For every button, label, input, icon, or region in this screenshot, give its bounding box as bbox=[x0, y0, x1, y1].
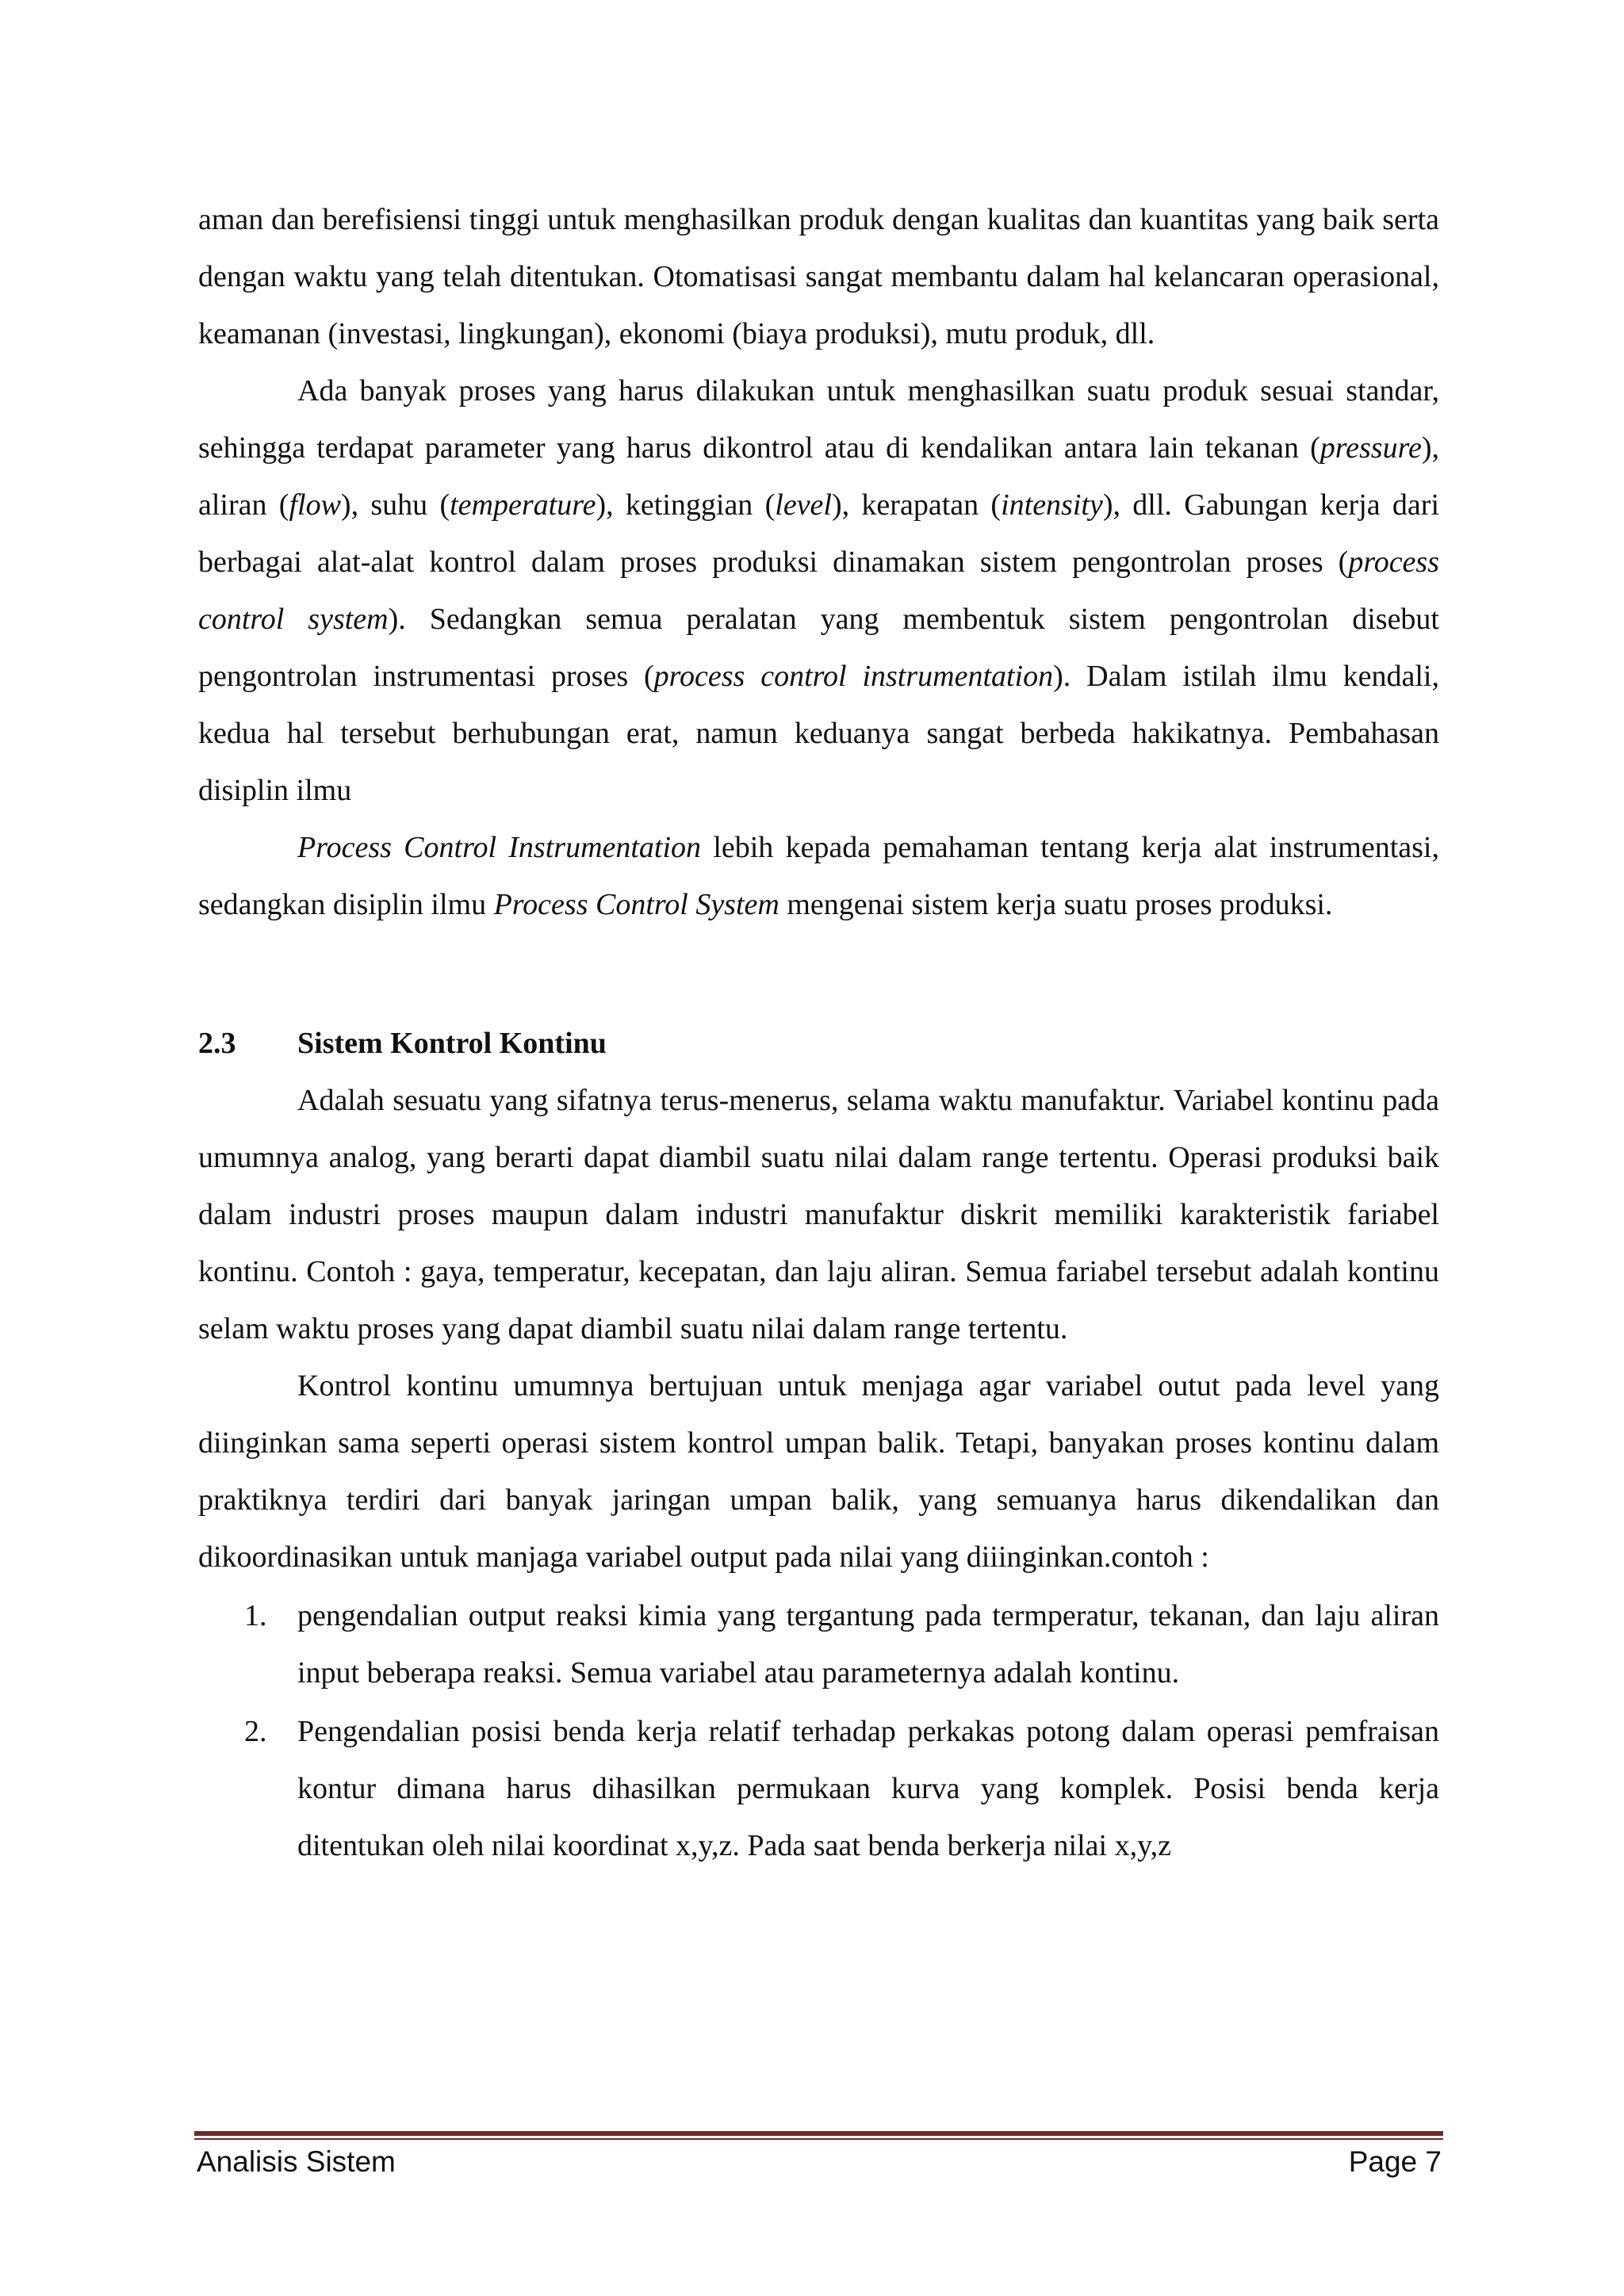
term-level: level bbox=[775, 488, 832, 522]
term-process-control-system: process control system bbox=[198, 545, 1439, 636]
term-temperature: temperature bbox=[450, 488, 596, 522]
paragraph-2-text: ), ketinggian ( bbox=[596, 488, 776, 522]
paragraph-2-text: ), aliran ( bbox=[198, 431, 1439, 522]
section-number: 2.3 bbox=[198, 1027, 236, 1060]
section-heading bbox=[198, 1015, 1439, 1072]
paragraph-2-text: ), dll. Gabungan kerja dari berbagai alat-alat kontrol dalam proses produksi dinamakan sistem pengontrolan proses ( bbox=[198, 488, 1439, 579]
footer-title: Analisis Sistem bbox=[197, 2145, 396, 2178]
paragraph-2 bbox=[198, 362, 1439, 819]
term-process-control-system: Process Control System bbox=[493, 888, 779, 921]
paragraph-2-text: ). Dalam istilah ilmu kendali, kedua hal tersebut berhubungan erat, namun keduanya sangat berbeda hakikatnya. Pembahasan disiplin ilmu bbox=[198, 660, 1439, 807]
term-intensity: intensity bbox=[1001, 488, 1103, 522]
list-item-marker: 2. bbox=[244, 1715, 267, 1748]
paragraph-5: Kontrol kontinu umumnya bertujuan untuk menjaga agar variabel outut pada level yang diinginkan sama seperti operasi sistem kontrol umpan balik. Tetapi, banyakan proses kontinu dalam praktiknya terdiri dari banyak jaringan umpan balik, yang semuanya harus dikendalikan dan dikoordinasikan untuk manjaga variabel output pada nilai yang diiinginkan.contoh : bbox=[198, 1369, 1439, 1574]
paragraph-2-text: ), kerapatan ( bbox=[831, 488, 1002, 522]
paragraph-2-text: Ada banyak proses yang harus dilakukan untuk menghasilkan suatu produk sesuai standar, sehingga terdapat parameter yang harus dikontrol atau di kendalikan antara lain tekanan ( bbox=[198, 374, 1439, 465]
footer-rule bbox=[194, 2131, 1443, 2136]
paragraph-3-text: lebih kepada pemahaman tentang kerja alat instrumentasi, sedangkan disiplin ilmu bbox=[198, 831, 1439, 921]
paragraph-3 bbox=[198, 819, 1439, 933]
page-number: Page 7 bbox=[1348, 2145, 1442, 2178]
footer-rule-thin bbox=[194, 2138, 1443, 2140]
term-pressure: pressure bbox=[1320, 431, 1422, 465]
paragraph-3-text: mengenai sistem kerja suatu proses produksi. bbox=[779, 888, 1333, 921]
list-item-text: Pengendalian posisi benda kerja relatif terhadap perkakas potong dalam operasi pemfraisan kontur dimana harus dihasilkan permukaan kurva yang komplek. Posisi benda kerja ditentukan oleh nilai koordinat x,y,z. Pada saat benda berkerja nilai x,y,z bbox=[297, 1715, 1439, 1862]
page-footer bbox=[197, 2142, 1442, 2182]
paragraph-4: Adalah sesuatu yang sifatnya terus-menerus, selama waktu manufaktur. Variabel kontinu pada umumnya analog, yang berarti dapat diambil suatu nilai dalam range tertentu. Operasi produksi baik dalam industri proses maupun dalam industri manufaktur diskrit memiliki karakteristik fariabel kontinu. Contoh : gaya, temperatur, kecepatan, dan laju aliran. Semua fariabel tersebut adalah kontinu selam waktu proses yang dapat diambil suatu nilai dalam range tertentu. bbox=[198, 1084, 1439, 1345]
list-item bbox=[198, 1703, 1439, 1874]
paragraph-1: aman dan berefisiensi tinggi untuk menghasilkan produk dengan kualitas dan kuantitas yang baik serta dengan waktu yang telah ditentukan. Otomatisasi sangat membantu dalam hal kelancaran operasional, keamanan (investasi, lingkungan), ekonomi (biaya produksi), mutu produk, dll. bbox=[198, 203, 1439, 350]
page-body bbox=[198, 191, 1439, 1874]
paragraph-2-text: ). Sedangkan semua peralatan yang membentuk sistem pengontrolan disebut pengontrolan instrumentasi proses ( bbox=[198, 603, 1439, 693]
paragraph-2-text: ), suhu ( bbox=[340, 488, 450, 522]
list-item-marker: 1. bbox=[244, 1599, 267, 1632]
term-process-control-instrumentation: Process Control Instrumentation bbox=[297, 831, 702, 864]
term-flow: flow bbox=[289, 488, 341, 522]
numbered-list bbox=[198, 1587, 1439, 1874]
section-title: Sistem Kontrol Kontinu bbox=[297, 1027, 607, 1060]
list-item-text: pengendalian output reaksi kimia yang tergantung pada termperatur, tekanan, dan laju aliran input beberapa reaksi. Semua variabel atau parameternya adalah kontinu. bbox=[297, 1599, 1439, 1689]
list-item bbox=[198, 1587, 1439, 1701]
term-process-control-instrumentation: process control instrumentation bbox=[653, 660, 1054, 693]
